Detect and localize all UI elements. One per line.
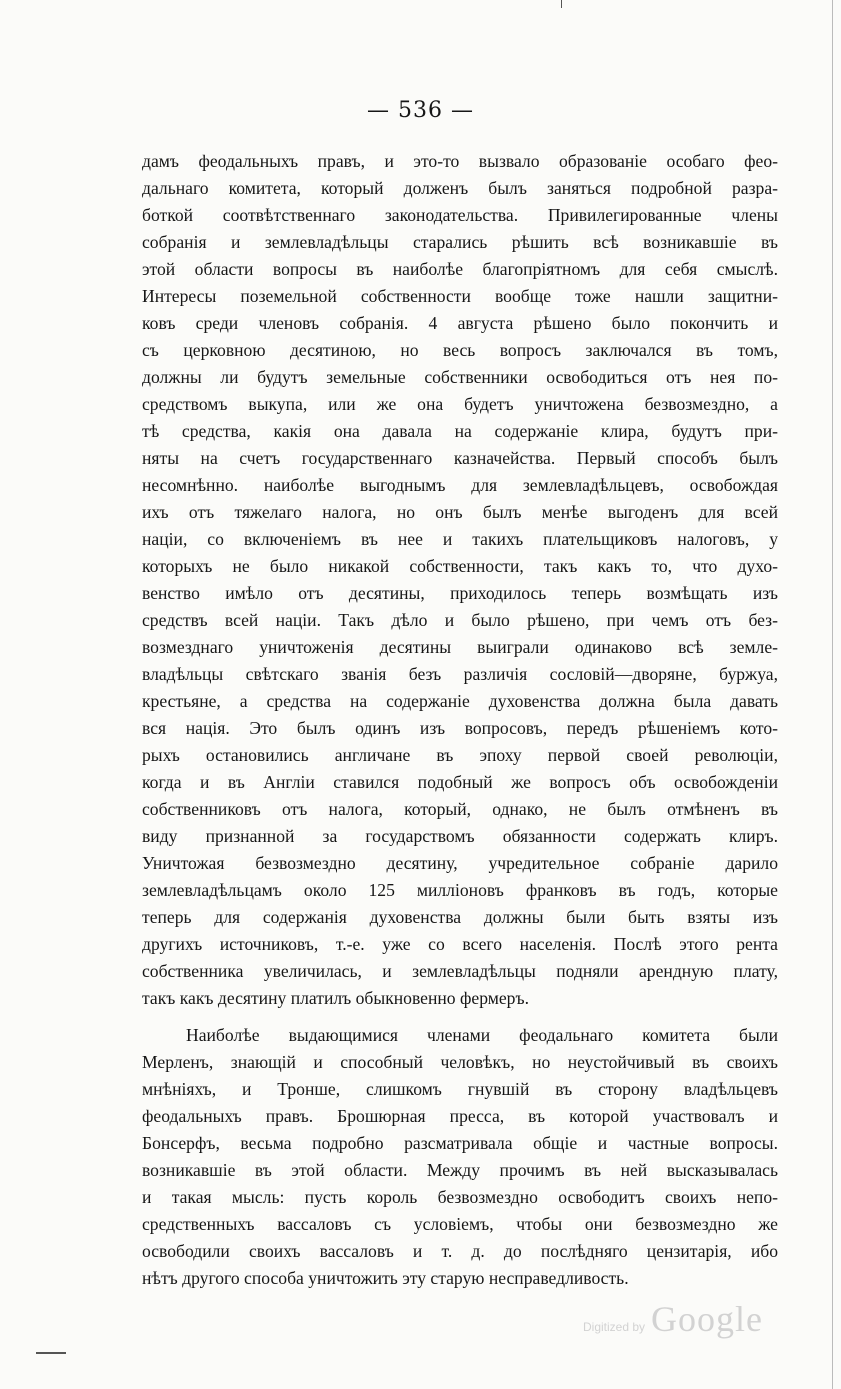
text-line: землевладѣльцамъ около 125 милліоновъ франковъ въ годъ, которые xyxy=(142,880,778,900)
text-line: мнѣніяхъ, и Тронше, слишкомъ гнувшій въ сторону владѣльцевъ xyxy=(142,1079,778,1099)
body-text xyxy=(142,148,778,1292)
text-line: боткой соотвѣтственнаго законодательства. Привилегированные члены xyxy=(142,205,778,225)
text-line: націи, со включеніемъ въ нее и такихъ плательщиковъ налоговъ, у xyxy=(142,529,778,549)
text-line: Уничтожая безвозмездно десятину, учредительное собраніе дарило xyxy=(142,853,778,873)
text-line: возмезднаго уничтоженія десятины выиграли одинаково всѣ земле- xyxy=(142,637,778,657)
paragraph-gap xyxy=(142,1012,778,1022)
text-line: должны ли будутъ земельные собственники освободиться отъ нея по- xyxy=(142,367,778,387)
text-line: возникавшіе въ этой области. Между прочимъ въ ней высказывалась xyxy=(142,1160,778,1180)
text-line: другихъ источниковъ, т.-е. уже со всего населенія. Послѣ этого рента xyxy=(142,934,778,954)
text-line: собранія и землевладѣльцы старались рѣшить всѣ возникавшіе въ xyxy=(142,232,778,252)
text-line: съ церковною десятиною, но весь вопросъ заключался въ томъ, xyxy=(142,340,778,360)
text-line: этой области вопросы въ наиболѣе благопріятномъ для себя смыслѣ. xyxy=(142,259,778,279)
paragraph xyxy=(142,148,778,1012)
text-line: вся нація. Это былъ одинъ изъ вопросовъ, передъ рѣшеніемъ кото- xyxy=(142,718,778,738)
text-line: дальнаго комитета, который долженъ былъ заняться подробной разра- xyxy=(142,178,778,198)
text-line: феодальныхъ правъ. Брошюрная пресса, въ которой участвовалъ и xyxy=(142,1106,778,1126)
text-line: ковъ среди членовъ собранія. 4 августа рѣшено было покончить и xyxy=(142,313,778,333)
text-line: которыхъ не было никакой собственности, такъ какъ то, что духо- xyxy=(142,556,778,576)
text-line: Наиболѣе выдающимися членами феодальнаго комитета были xyxy=(186,1025,778,1045)
text-line: собственниковъ отъ налога, который, однако, не былъ отмѣненъ въ xyxy=(142,799,778,819)
text-line: когда и въ Англіи ставился подобный же вопросъ объ освобожденіи xyxy=(142,772,778,792)
text-line: средствъ всей націи. Такъ дѣло и было рѣшено, при чемъ отъ без- xyxy=(142,610,778,630)
text-line: Интересы поземельной собственности вообще тоже нашли защитни- xyxy=(142,286,778,306)
text-line: средствомъ выкупа, или же она будетъ уничтожена безвозмездно, а xyxy=(142,394,778,414)
paragraph xyxy=(142,1022,778,1292)
page-number: — 536 — xyxy=(367,98,474,123)
scan-mark-right-edge xyxy=(832,0,833,1389)
text-line: владѣльцы свѣтскаго званія безъ различія сословій—дворяне, буржуа, xyxy=(142,664,778,684)
text-line: виду признанной за государствомъ обязанности содержать клиръ. xyxy=(142,826,778,846)
text-line: несомнѣнно. наиболѣе выгоднымъ для землевладѣльцевъ, освобождая xyxy=(142,475,778,495)
text-line: освободили своихъ вассаловъ и т. д. до послѣдняго цензитарія, ибо xyxy=(142,1241,778,1261)
scan-mark-bottom-left xyxy=(36,1352,66,1354)
text-line: нѣтъ другого способа уничтожить эту старую несправедливость. xyxy=(142,1268,629,1288)
watermark-prefix: Digitized by xyxy=(583,1320,646,1334)
text-line: и такая мысль: пусть король безвозмездно освободитъ своихъ непо- xyxy=(142,1187,778,1207)
scan-mark-top xyxy=(561,0,562,8)
watermark-brand: Google xyxy=(651,1299,764,1339)
text-line: няты на счетъ государственнаго казначейства. Первый способъ былъ xyxy=(142,448,778,468)
text-line: такъ какъ десятину платилъ обыкновенно фермеръ. xyxy=(142,988,529,1008)
digitized-watermark xyxy=(583,1298,763,1340)
text-line: ихъ отъ тяжелаго налога, но онъ былъ менѣе выгоденъ для всей xyxy=(142,502,778,522)
text-line: средственныхъ вассаловъ съ условіемъ, чтобы они безвозмездно же xyxy=(142,1214,778,1234)
text-line: теперь для содержанія духовенства должны были быть взяты изъ xyxy=(142,907,778,927)
text-line: дамъ феодальныхъ правъ, и это-то вызвало образованіе особаго фео- xyxy=(142,151,778,171)
text-line: Бонсерфъ, весьма подробно разсматривала общіе и частные вопросы. xyxy=(142,1133,778,1153)
text-line: Мерленъ, знающій и способный человѣкъ, но неустойчивый въ своихъ xyxy=(142,1052,778,1072)
text-line: тѣ средства, какія она давала на содержаніе клира, будутъ при- xyxy=(142,421,778,441)
text-line: рыхъ остановились англичане въ эпоху первой своей революціи, xyxy=(142,745,778,765)
text-line: собственника увеличилась, и землевладѣльцы подняли арендную плату, xyxy=(142,961,778,981)
text-line: крестьяне, а средства на содержаніе духовенства должна была давать xyxy=(142,691,778,711)
text-line: венство имѣло отъ десятины, приходилось теперь возмѣщать изъ xyxy=(142,583,778,603)
